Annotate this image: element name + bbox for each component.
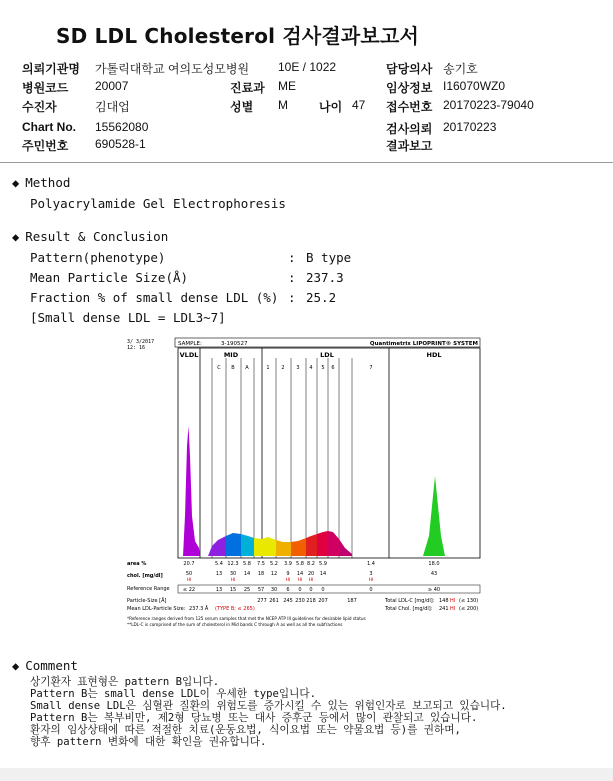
hi-flag: HI <box>285 578 291 583</box>
total-chol-value: 241 <box>439 606 449 612</box>
band-hdl: HDL <box>426 351 442 359</box>
psize-label: Particle-Size [Å] <box>127 598 167 604</box>
ldl5-peak <box>317 531 328 556</box>
sub-band-label: 7 <box>369 365 373 371</box>
area-value: 3.9 <box>284 561 292 567</box>
range-value: 0 <box>369 587 373 593</box>
chol-value: 14 <box>296 571 304 577</box>
dept-value: ME <box>278 79 296 93</box>
chol-value: 50 <box>185 571 193 577</box>
range-value: 13 <box>215 587 223 593</box>
method-text: Polyacrylamide Gel Electrophoresis <box>30 196 286 211</box>
diamond-bullet-icon: ◆ <box>12 659 20 673</box>
ldl2-peak <box>276 540 291 556</box>
result-sep: : <box>288 250 296 265</box>
chol-value: 18 <box>257 571 265 577</box>
chol-value: 13 <box>215 571 223 577</box>
range-value: 25 <box>243 587 251 593</box>
total-chol-hi: HI <box>450 606 456 612</box>
area-value: 18.0 <box>428 561 440 567</box>
chol-value: 12 <box>270 571 278 577</box>
divider <box>0 162 613 163</box>
resident-value: 690528-1 <box>95 137 146 151</box>
sex-label: 성별 <box>230 100 254 114</box>
area-value: 12.3 <box>227 561 239 567</box>
report-time: 12: 16 <box>127 345 146 351</box>
range-value: ≥ 40 <box>427 587 441 593</box>
area-value: 5.8 <box>243 561 251 567</box>
hospcode-value: 20007 <box>95 79 129 93</box>
total-chol-label: Total Chol. [mg/dl]: <box>385 606 433 612</box>
total-ldl-label: Total LDL-C [mg/dl]: <box>385 598 435 604</box>
comment-line: Small dense LDL은 심혈관 질환의 위험도를 증가시킬 수 있는 위험인자로 보고되고 있습니다. <box>30 700 507 712</box>
area-label: area % <box>127 561 147 567</box>
particle-size-value: 261 <box>269 598 279 604</box>
band-mid: MID <box>223 351 239 359</box>
chol-value: 3 <box>369 571 373 577</box>
sub-band-label: A <box>245 365 249 371</box>
comment-line: Pattern B는 small dense LDL이 우세한 type입니다. <box>30 688 316 700</box>
result-label-size: Mean Particle Size(Å) <box>30 270 189 285</box>
footnote-1: *Reference ranges derived from 125 serum samples that met the NCEP ATP III guidelines for desirable lipid status <box>127 616 366 621</box>
institution-label: 의뢰기관명 <box>22 62 80 76</box>
chart-label: Chart No. <box>22 120 76 134</box>
range-value: 57 <box>257 587 265 593</box>
hi-flag: HI <box>368 578 374 583</box>
particle-size-value: 187 <box>347 598 357 604</box>
total-ldl-ref: (≤ 130) <box>459 598 479 604</box>
chart-value: 15562080 <box>95 120 149 134</box>
area-value: 5.8 <box>296 561 304 567</box>
comment-heading-text: Comment <box>25 658 78 673</box>
ldl1-peak <box>254 537 276 556</box>
area-value: 20.7 <box>183 561 195 567</box>
lipoprint-report <box>123 336 483 636</box>
range-value: 0 <box>298 587 302 593</box>
comment-line: 상기환자 표현형은 pattern B입니다. <box>30 676 220 688</box>
sub-band-label: 6 <box>331 365 335 371</box>
result-value-pattern: B type <box>306 250 352 265</box>
comment-heading <box>12 658 78 673</box>
sample-id: 3-190527 <box>221 341 248 347</box>
range-value: 0 <box>309 587 313 593</box>
sub-band-label: C <box>217 365 221 371</box>
band-ldl: LDL <box>320 351 334 359</box>
range-value: 0 <box>321 587 325 593</box>
total-chol-ref: (≤ 200) <box>459 606 479 612</box>
chol-value: 14 <box>319 571 327 577</box>
hi-flag: HI <box>308 578 314 583</box>
age-label: 나이 <box>319 100 343 114</box>
age-value: 47 <box>352 98 366 112</box>
chol-value: 30 <box>229 571 237 577</box>
diamond-bullet-icon: ◆ <box>12 176 20 190</box>
sample-label: SAMPLE: <box>178 341 202 347</box>
comment-line: 환자의 임상상태에 따른 적절한 치료(운동요법, 식이요법 또는 약물요법 등)를 권하며, <box>30 724 461 736</box>
range-value: 30 <box>270 587 278 593</box>
diamond-bullet-icon: ◆ <box>12 230 20 244</box>
sub-band-label: 2 <box>281 365 285 371</box>
hi-flag: HI <box>297 578 303 583</box>
sub-band-label: 1 <box>266 365 270 371</box>
chol-value: 43 <box>430 571 438 577</box>
sex-value: M <box>278 98 288 112</box>
particle-size-value: 245 <box>283 598 293 604</box>
doctor-label: 담당의사 <box>386 62 433 76</box>
area-value: 5.9 <box>319 561 327 567</box>
hi-flag: HI <box>186 578 192 583</box>
particle-size-value: 218 <box>306 598 316 604</box>
result-heading <box>12 229 168 244</box>
method-heading-text: Method <box>25 175 71 190</box>
method-heading <box>12 175 70 190</box>
range-value: ≤ 22 <box>182 587 196 593</box>
result-label-pattern: Pattern(phenotype) <box>30 250 166 265</box>
particle-size-value: 230 <box>295 598 305 604</box>
area-value: 5.2 <box>270 561 278 567</box>
patient-value: 김대업 <box>95 100 130 114</box>
comment-line: 향후 pattern 변화에 대한 확인을 권유합니다. <box>30 736 267 748</box>
mean-label: Mean LDL-Particle Size: <box>127 606 186 612</box>
hospcode-label: 병원코드 <box>22 81 69 95</box>
total-ldl-hi: HI <box>450 598 456 604</box>
page-title: SD LDL Cholesterol 검사결과보고서 <box>56 24 419 48</box>
chol-value: 14 <box>243 571 251 577</box>
mean-value: 237.3 Å <box>189 606 209 612</box>
ref-label: Reference Range <box>127 586 170 592</box>
request-value: 20170223 <box>443 120 497 134</box>
hi-flag: HI <box>230 578 236 583</box>
area-value: 7.5 <box>257 561 265 567</box>
area-value: 8.2 <box>307 561 315 567</box>
chol-value: 20 <box>307 571 315 577</box>
clinical-value: I16070WZ0 <box>443 79 506 93</box>
range-value: 6 <box>286 587 290 593</box>
result-sep: : <box>288 290 296 305</box>
particle-size-value: 277 <box>257 598 267 604</box>
dept-label: 진료과 <box>230 81 265 95</box>
sub-band-label: 4 <box>309 365 313 371</box>
area-value: 1.4 <box>367 561 375 567</box>
band-vldl: VLDL <box>179 351 199 359</box>
type-label: (TYPE B; ≤ 265) <box>215 606 255 612</box>
sub-band-label: B <box>231 365 235 371</box>
patient-label: 수진자 <box>22 100 57 114</box>
area-value: 5.4 <box>215 561 223 567</box>
result-sep: : <box>288 270 296 285</box>
chol-label: chol. [mg/dl] <box>127 573 163 579</box>
receipt-label: 접수번호 <box>386 100 433 114</box>
mid-b-peak <box>226 533 241 556</box>
result-label-fraction: Fraction % of small dense LDL (%) <box>30 290 279 305</box>
total-ldl-value: 148 <box>439 598 449 604</box>
result-note: [Small dense LDL = LDL3~7] <box>30 310 226 325</box>
sub-band-label: 3 <box>296 365 300 371</box>
doctor-value: 송기호 <box>443 62 478 76</box>
resident-label: 주민번호 <box>22 139 69 153</box>
brand-logo: Quantimetrix LIPOPRINT® SYSTEM <box>369 341 478 347</box>
result-heading-text: Result & Conclusion <box>25 229 169 244</box>
result-value-size: 237.3 <box>306 270 344 285</box>
report-date: 3/ 3/2017 <box>127 339 155 345</box>
footnote-2: **LDL-C is comprised of the sum of cholesterol in Mid bands C through A as well as all the subfractions <box>127 622 343 627</box>
chol-value: 9 <box>286 571 290 577</box>
sub-band-label: 5 <box>321 365 325 371</box>
ward-value: 10E / 1022 <box>278 60 337 74</box>
comment-line: Pattern B는 복부비만, 제2형 당뇨병 또는 대사 증후군 등에서 많이 관찰되고 있습니다. <box>30 712 478 724</box>
range-value: 15 <box>229 587 237 593</box>
institution-value: 가톨릭대학교 여의도성모병원 <box>95 62 250 76</box>
particle-size-value: 207 <box>318 598 328 604</box>
clinical-label: 임상정보 <box>386 81 433 95</box>
receipt-value: 20170223-79040 <box>443 98 534 112</box>
result-value-fraction: 25.2 <box>306 290 337 305</box>
report-label: 결과보고 <box>386 139 433 153</box>
request-label: 검사의뢰 <box>386 122 433 136</box>
